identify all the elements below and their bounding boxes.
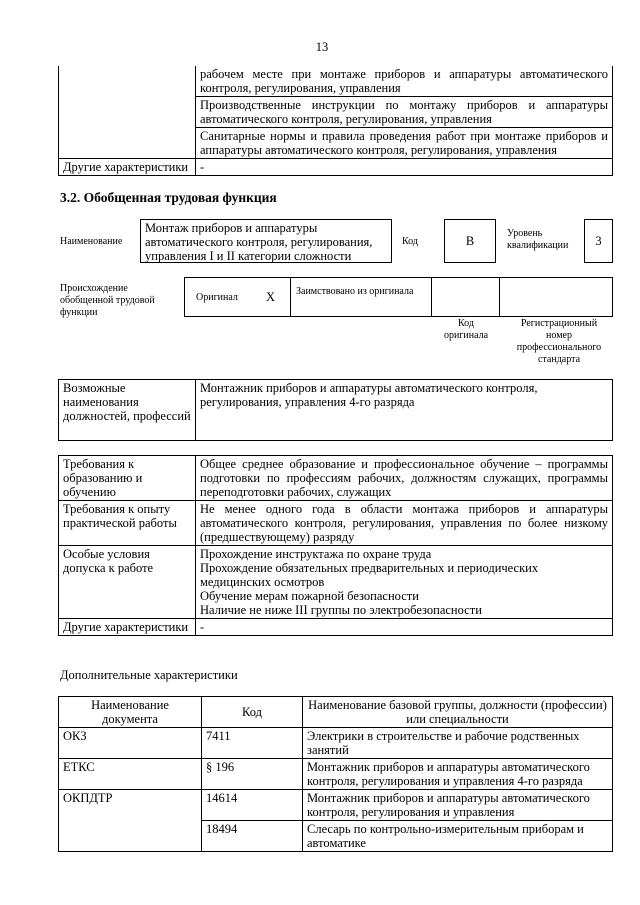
extra-doc: ОКЗ [59,728,202,759]
extra-name: Слесарь по контрольно-измерительным приборам и автоматике [303,821,613,852]
origin-divider [499,277,500,317]
req-experience-value: Не менее одного года в области монтажа приборов и аппаратуры автоматического контроля, регулирования, управления по более низкому (предшествующему) разряду [196,501,613,546]
extra-title: Дополнительные характеристики [60,668,238,682]
req-other-value: - [196,619,613,636]
table-row [59,728,613,759]
req-special-line: Обучение мерам пожарной безопасности [200,589,419,603]
page-number: 13 [315,40,329,54]
req-special-value [196,546,613,619]
func-level-value: 3 [584,219,613,263]
extra-code: § 196 [202,759,303,790]
origin-label: Происхождение обобщенной трудовой функции [60,283,155,318]
func-name-value: Монтаж приборов и аппаратуры автоматического контроля, регулирования, управления I и II категории сложности [140,219,392,263]
req-special-line: Прохождение инструктажа по охране труда [200,547,432,561]
positions-value: Монтажник приборов и аппаратуры автоматического контроля, регулирования, управления 4-го разряда [196,380,613,441]
extra-name: Монтажник приборов и аппаратуры автоматического контроля, регулирования и управления [303,790,613,821]
extra-header-name: Наименование базовой группы, должности (профессии) или специальности [303,697,613,728]
requirements-table [58,455,613,636]
req-special-line: Прохождение обязательных предварительных и периодических медицинских осмотров [200,561,539,589]
req-special-label: Особые условия допуска к работе [59,546,196,619]
extra-table [58,696,613,852]
req-experience-label: Требования к опыту практической работы [59,501,196,546]
top-table-row-1: рабочем месте при монтаже приборов и аппаратуры автоматического контроля, регулирования, управления [196,66,613,97]
top-table-other-value: - [196,159,613,176]
positions-label: Возможные наименования должностей, профессий [59,380,196,441]
func-code-label: Код [402,236,418,247]
top-table-empty-cell [59,66,196,159]
extra-header-doc: Наименование документа [59,697,202,728]
origin-divider [431,277,432,317]
section-title: 3.2. Обобщенная трудовая функция [60,190,277,205]
origin-reg-caption: Регистрационный номер профессионального стандарта [516,318,602,365]
func-level-label: Уровень квалификации [507,228,569,251]
top-table [58,66,613,176]
origin-code-caption: Код оригинала [443,318,489,341]
positions-table [58,379,613,441]
extra-doc: ЕТКС [59,759,202,790]
table-row [59,790,613,821]
extra-name: Монтажник приборов и аппаратуры автоматического контроля, регулирования и управления 4-го разряда [303,759,613,790]
extra-code: 7411 [202,728,303,759]
extra-name: Электрики в строительстве и рабочие родственных занятий [303,728,613,759]
top-table-row-2: Производственные инструкции по монтажу приборов и аппаратуры автоматического контроля, регулирования, управления [196,97,613,128]
req-education-value: Общее среднее образование и профессиональное обучение – программы подготовки по профессиям рабочих, должностям служащих, программы переподготовки рабочих, служащих [196,456,613,501]
req-special-line: Наличие не ниже III группы по электробезопасности [200,603,482,617]
req-other-label: Другие характеристики [59,619,196,636]
func-code-value: B [444,219,496,263]
origin-divider [290,277,291,317]
func-name-label: Наименование [60,236,123,247]
table-row [59,759,613,790]
extra-header-code: Код [202,697,303,728]
top-table-row-3: Санитарные нормы и правила проведения работ при монтаже приборов и аппаратуры автоматического контроля, регулирования, управления [196,128,613,159]
req-education-label: Требования к образованию и обучению [59,456,196,501]
extra-doc: ОКПДТР [59,790,202,852]
origin-original-mark: X [266,290,276,304]
origin-original-label: Оригинал [196,292,238,303]
extra-code: 18494 [202,821,303,852]
origin-borrowed-label: Заимствовано из оригинала [296,286,414,297]
top-table-other-label: Другие характеристики [59,159,196,176]
extra-code: 14614 [202,790,303,821]
